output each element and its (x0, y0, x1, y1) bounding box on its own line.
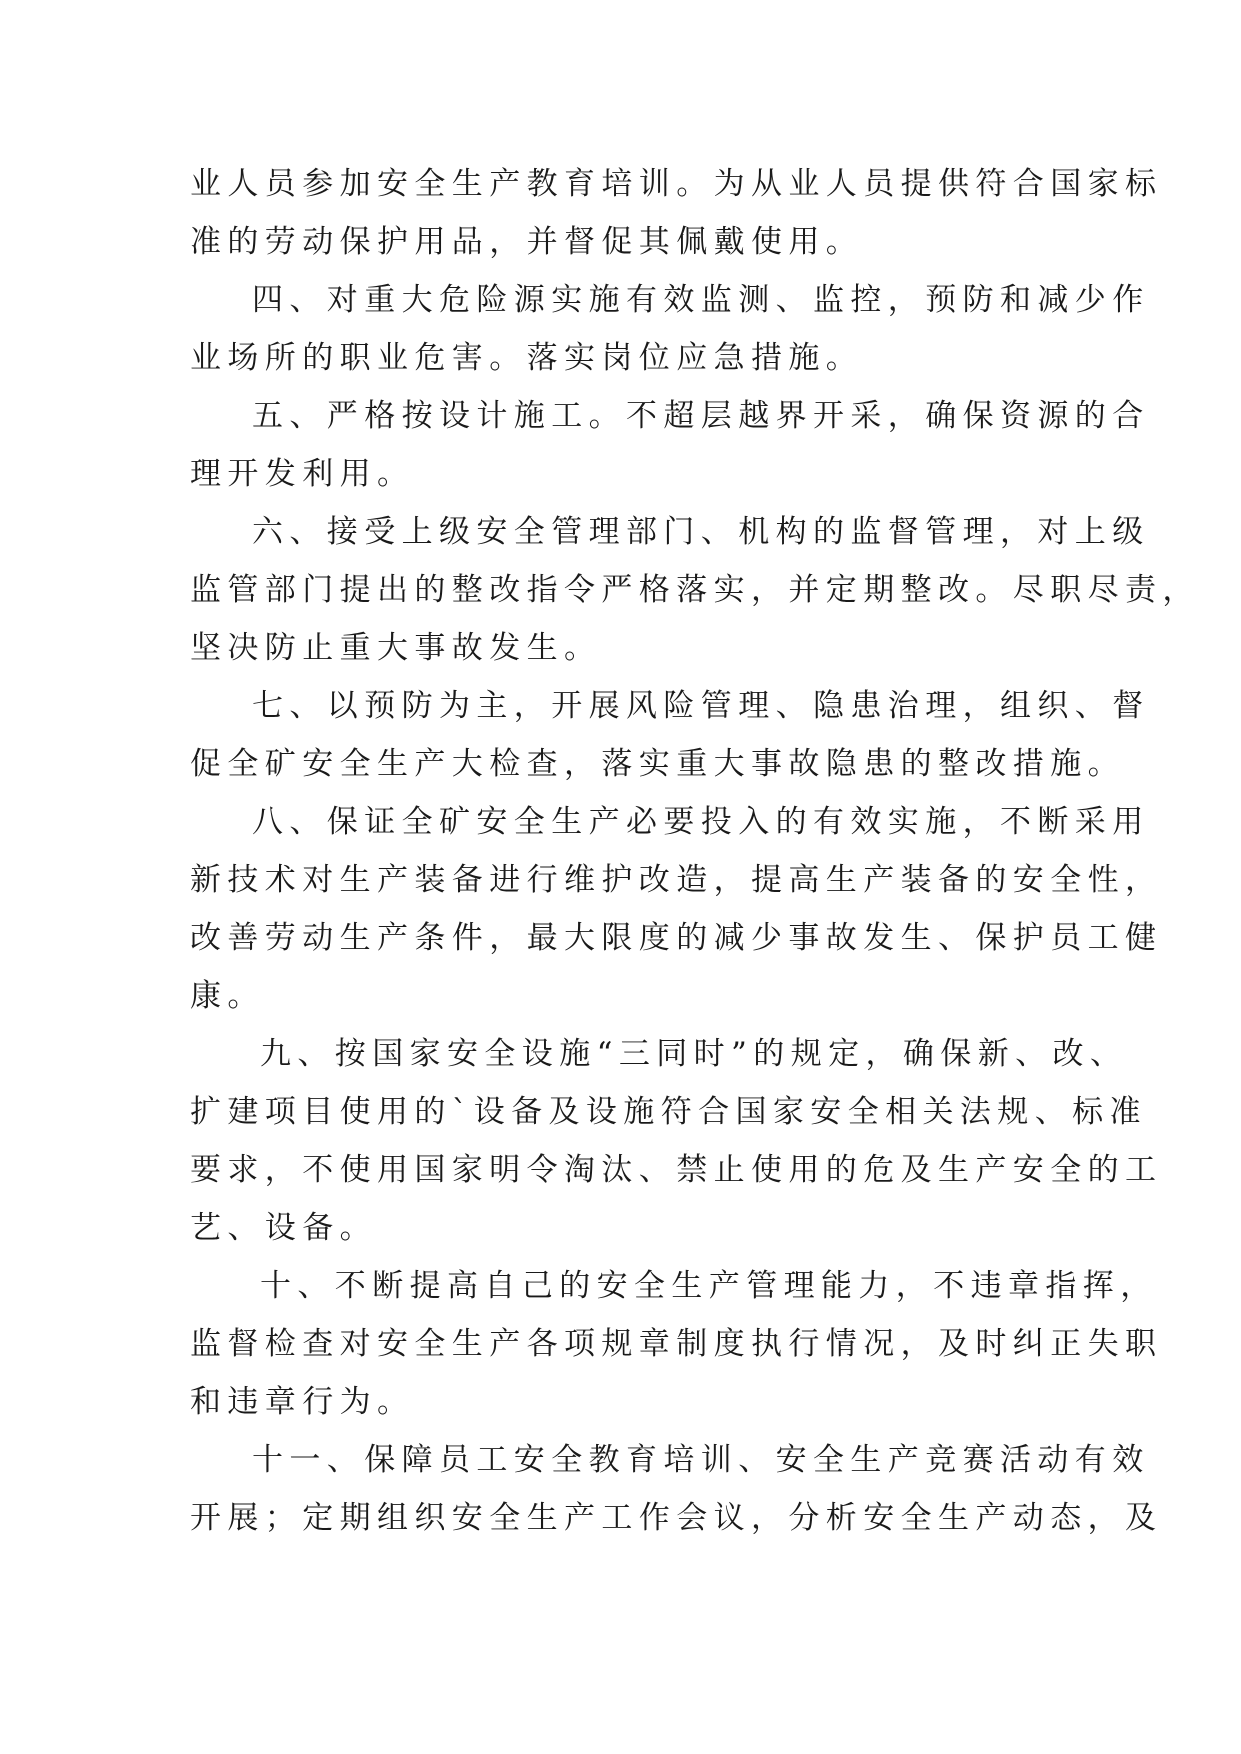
text-line: 改善劳动生产条件，最大限度的减少事故发生、保护员工健 (190, 920, 1163, 956)
text-line: 要求，不使用国家明令淘汰、禁止使用的危及生产安全的工 (190, 1152, 1163, 1188)
paragraph-start-line: 十、不断提高自己的安全生产管理能力，不违章指挥， (260, 1268, 1158, 1304)
document-body (190, 155, 1200, 1547)
text-line: 和违章行为。 (190, 1384, 415, 1420)
text-line: 艺、设备。 (190, 1210, 377, 1246)
text-line: 促全矿安全生产大检查，落实重大事故隐患的整改措施。 (190, 746, 1125, 782)
paragraph-start-line: 四、对重大危险源实施有效监测、监控，预防和减少作 (252, 282, 1150, 318)
text-line: 监管部门提出的整改指令严格落实，并定期整改。尽职尽责， (190, 572, 1200, 608)
text-line: 康。 (190, 978, 265, 1014)
text-line: 监督检查对安全生产各项规章制度执行情况，及时纠正失职 (190, 1326, 1163, 1362)
paragraph-start-line: 十一、保障员工安全教育培训、安全生产竞赛活动有效 (252, 1442, 1150, 1478)
paragraph-start-line: 九、按国家安全设施“三同时”的规定，确保新、改、 (260, 1036, 1128, 1072)
paragraph-start-line: 六、接受上级安全管理部门、机构的监督管理，对上级 (252, 514, 1150, 550)
text-line: 准的劳动保护用品，并督促其佩戴使用。 (190, 224, 864, 260)
text-line: 扩建项目使用的`设备及设施符合国家安全相关法规、标准 (190, 1094, 1147, 1130)
text-line: 坚决防止重大事故发生。 (190, 630, 602, 666)
text-line: 开展；定期组织安全生产工作会议，分析安全生产动态，及 (190, 1500, 1163, 1536)
text-line: 业人员参加安全生产教育培训。为从业人员提供符合国家标 (190, 166, 1163, 202)
paragraph-start-line: 五、严格按设计施工。不超层越界开采，确保资源的合 (252, 398, 1150, 434)
paragraph-start-line: 七、以预防为主，开展风险管理、隐患治理，组织、督 (252, 688, 1150, 724)
text-line: 理开发利用。 (190, 456, 415, 492)
paragraph-start-line: 八、保证全矿安全生产必要投入的有效实施，不断采用 (252, 804, 1150, 840)
text-line: 新技术对生产装备进行维护改造，提高生产装备的安全性， (190, 862, 1163, 898)
text-line: 业场所的职业危害。落实岗位应急措施。 (190, 340, 864, 376)
